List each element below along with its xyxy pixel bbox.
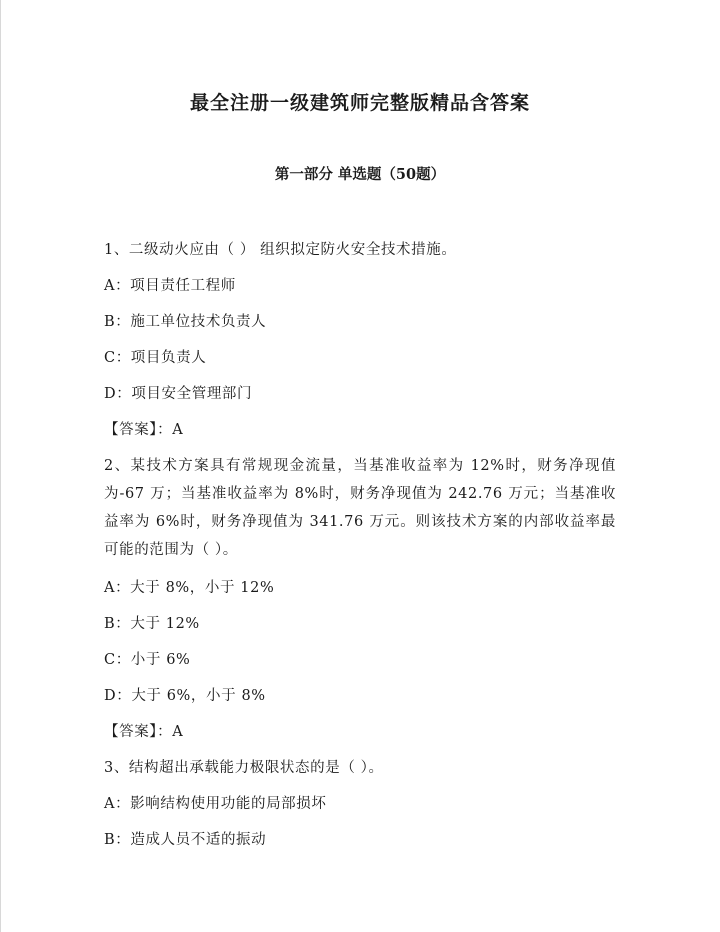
section-heading: 第一部分 单选题（50题） [274, 166, 446, 183]
question-3 [104, 750, 616, 858]
question-3-stem: 3、结构超出承载能力极限状态的是（ ）。 [104, 760, 384, 776]
question-2-option-c: C：小于 6% [104, 652, 191, 668]
question-3-option-b: B：造成人员不适的振动 [104, 832, 267, 848]
question-1-option-c: C：项目负责人 [104, 350, 207, 366]
question-2-option-b: B：大于 12% [104, 616, 200, 632]
question-1 [104, 232, 616, 448]
question-1-answer: 【答案】：A [104, 422, 184, 438]
question-1-option-d: D：项目安全管理部门 [104, 386, 253, 402]
question-2-stem: 2、某技术方案具有常规现金流量，当基准收益率为 12%时，财务净现值为-67 万；当基准收益率为 8%时，财务净现值为 242.76 万元；当基准收益率为 6%时，财务净现值为 341.76 万元。则该技术方案的内部收益率最可能的范围为（ ）。 [104, 458, 616, 558]
document-title: 最全注册一级建筑师完整版精品含答案 [189, 92, 530, 114]
question-2-option-a: A：大于 8%，小于 12% [104, 580, 275, 596]
question-1-option-a: A：项目责任工程师 [104, 278, 236, 294]
page-edge [0, 0, 1, 932]
question-list [104, 232, 616, 858]
question-1-option-b: B：施工单位技术负责人 [104, 314, 267, 330]
question-2-option-d: D：大于 6%，小于 8% [104, 688, 266, 704]
question-1-stem: 1、二级动火应由（ ） 组织拟定防火安全技术措施。 [104, 242, 457, 258]
question-2 [104, 448, 616, 750]
question-3-option-a: A：影响结构使用功能的局部损坏 [104, 796, 327, 812]
question-2-answer: 【答案】：A [104, 724, 184, 740]
